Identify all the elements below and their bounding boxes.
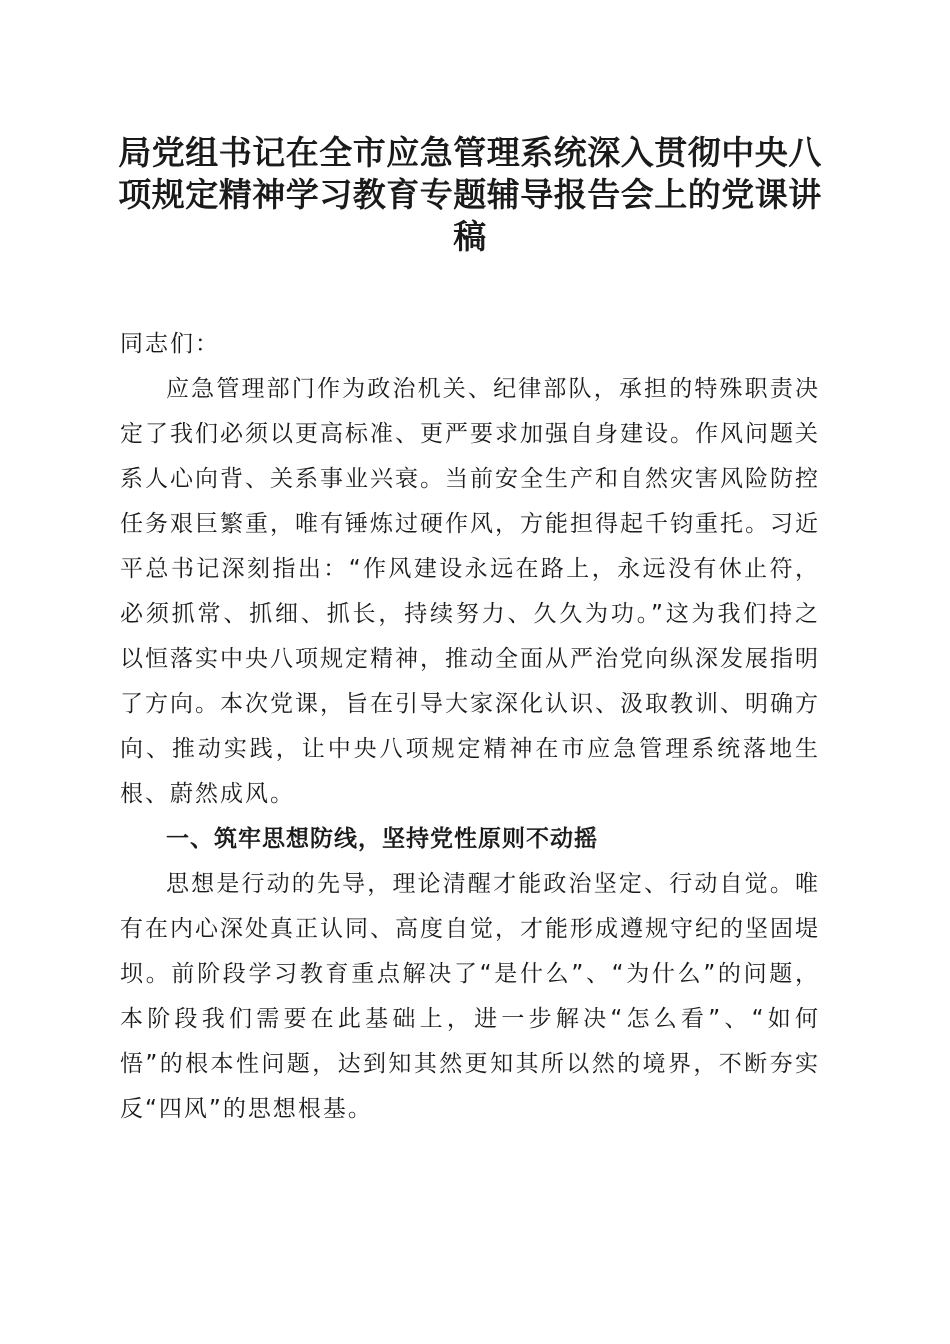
section-heading: 一、筑牢思想防线，坚持党性原则不动摇 [166,826,598,852]
salutation: 同志们： [120,331,220,357]
body-paragraph: 应急管理部门作为政治机关、纪律部队，承担的特殊职责决定了我们必须以更高标准、更严要求加强自身建设。作风问题关系人心向背、关系事业兴衰。当前安全生产和自然灾害风险防控任务艰巨繁重，唯有锤炼过硬作风，方能担得起千钧重托。习近平总书记深刻指出：“作风建设永远在路上，永远没有休止符，必须抓常、抓细、抓长，持续努力、久久为功。”这为我们持之以恒落实中央八项规定精神，推动全面从严治党向纵深发展指明了方向。本次党课，旨在引导大家深化认识、汲取教训、明确方向、推动实践，让中央八项规定精神在市应急管理系统落地生根、蔚然成风。 [120,376,820,807]
body-paragraph: 思想是行动的先导，理论清醒才能政治坚定、行动自觉。唯有在内心深处真正认同、高度自觉，才能形成遵规守纪的坚固堤坝。前阶段学习教育重点解决了“是什么”、“为什么”的问题，本阶段我们需要在此基础上，进一步解决“怎么看”、“如何悟”的根本性问题，达到知其然更知其所以然的境界，不断夯实反“四风”的思想根基。 [120,871,820,1122]
document-title: 局党组书记在全市应急管理系统深入贯彻中央八项规定精神学习教育专题辅导报告会上的党课讲稿 [118,133,822,256]
document-body [120,322,820,1132]
